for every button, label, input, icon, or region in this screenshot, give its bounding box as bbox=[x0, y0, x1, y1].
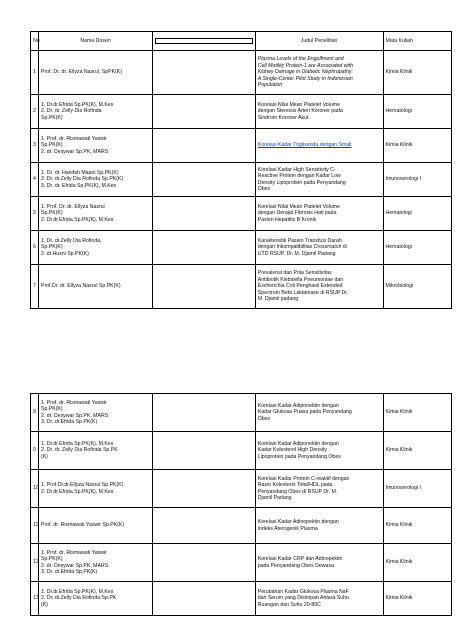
row-number: 6 bbox=[31, 231, 39, 265]
research-table-continued bbox=[30, 393, 452, 616]
research-table bbox=[30, 31, 452, 309]
mata-kuliah-cell: Kimia Klinik bbox=[383, 129, 451, 163]
mata-kuliah-cell: Kimia Klinik bbox=[383, 544, 451, 582]
row-number: 2 bbox=[31, 95, 39, 129]
judul-penelitian-cell: Korelasi Kadar Adiponektin dengan Kadar Glukosa Puasa pada Penyandang Obes bbox=[255, 394, 383, 432]
row-number: 13 bbox=[31, 582, 39, 616]
table-row bbox=[31, 129, 452, 163]
judul-penelitian-cell: Korelasi Nilai Mean Platelet Volume dengan Derajat Fibrosis Hati pada Pasien Hepatitis B Kronik bbox=[255, 197, 383, 231]
judul-penelitian-cell: Korelasi Kadar Adiponektin dengan Kadar Kolesterol High Density Lipoprotein pada Penyandang Obes bbox=[255, 432, 383, 470]
table-header-row bbox=[31, 32, 452, 51]
nama-dosen-cell: 1. Dr. dr.Zelly Dia Rofinda, Sp.PK(K) 2. dr.Husni Sp.PK(K) bbox=[38, 231, 152, 265]
row-number: 10 bbox=[31, 470, 39, 508]
header-nama-dosen: Nama Dosen bbox=[38, 32, 152, 51]
empty-cell bbox=[153, 582, 256, 616]
row-number: 12 bbox=[31, 544, 39, 582]
table-row bbox=[31, 231, 452, 265]
row-number: 5 bbox=[31, 197, 39, 231]
table-row bbox=[31, 163, 452, 197]
judul-penelitian-cell: Perubahan Kadar Glukosa Plasma NaF dan Serum yang Disimpan Antara Suhu Ruangan dan Suhu 20-80C bbox=[255, 582, 383, 616]
nama-dosen-cell: 1. Prof. dr. Rismawati Yaswir Sp.PK(K) 2. dr. Desywar Sp.PK, MARS bbox=[38, 129, 152, 163]
row-number: 11 bbox=[31, 508, 39, 544]
empty-cell bbox=[153, 508, 256, 544]
nama-dosen-cell: 1. Prof. dr. Rismawati Yaswir Sp.PK(K) 2. dr. Desywar Sp.PK, MARS 3. Dr. dr.Efrida Sp.PK(K) bbox=[38, 394, 152, 432]
empty-cell bbox=[153, 265, 256, 309]
table-row bbox=[31, 95, 452, 129]
mata-kuliah-cell: Kimia Klinik bbox=[383, 432, 451, 470]
table-row bbox=[31, 197, 452, 231]
mata-kuliah-cell: Hematologi bbox=[383, 95, 451, 129]
table-page-1 bbox=[30, 31, 452, 309]
nama-dosen-cell: 1. Prof.Dr.dr.Ellyza Nasrul Sp.PK(K) 2. Dr.dr.Efrida Sp.PK(K), M.Kes bbox=[38, 470, 152, 508]
nama-dosen-cell: 1. Dr. dr. Hanifah Maani Sp.PK(K) 2. Dr. dr.Zelly Dia Rofinda Sp.PK(K) 3. Dr. dr. Efrida Sp.PK(K), M.Kes bbox=[38, 163, 152, 197]
judul-penelitian-cell: Korelasi Kadar High Sensitivity C- Reactive Protein dengan Kadar Low Density Lipoprotein pada Penyandang Obes bbox=[255, 163, 383, 197]
mata-kuliah-cell: Kimia Klinik bbox=[383, 508, 451, 544]
table-page-2 bbox=[30, 393, 452, 616]
header-mata-kuliah: Mata Kuliah bbox=[383, 32, 451, 51]
mata-kuliah-cell: Imunoserologi I bbox=[383, 163, 451, 197]
empty-cell bbox=[153, 231, 256, 265]
empty-cell bbox=[153, 129, 256, 163]
table-row bbox=[31, 51, 452, 95]
nama-dosen-cell: 1. Dr.dr.Efrida Sp.PK(K), M.Kes 2. Dr. dr.Zelly Dia Rofinda Sp.PK (K) bbox=[38, 582, 152, 616]
nama-dosen-cell: Prof.Dr. dr. Ellyza Nasrul Sp.PK(K) bbox=[38, 265, 152, 309]
row-number: 1 bbox=[31, 51, 39, 95]
judul-penelitian-cell: Korelasi Kadar CRP dan Adinopektin pada Penyandang Obes Dewasa bbox=[255, 544, 383, 582]
empty-cell bbox=[153, 95, 256, 129]
mata-kuliah-cell: Imunoserologi I bbox=[383, 470, 451, 508]
judul-penelitian-cell: Korelasi Nilai Mean Platelet Volume dengan Stenosis Arteri Koroner pada Sindrom Koroner Akut bbox=[255, 95, 383, 129]
empty-cell bbox=[153, 544, 256, 582]
nama-dosen-cell: Prof. Dr. dr. Ellyza Nasrul, SpPK(K) bbox=[38, 51, 152, 95]
nama-dosen-cell: Prof. dr. Rismawati Yaswir Sp.PK(K) bbox=[38, 508, 152, 544]
table-row bbox=[31, 544, 452, 582]
table-row bbox=[31, 470, 452, 508]
table-row bbox=[31, 394, 452, 432]
mata-kuliah-cell: Kimia Klinik bbox=[383, 51, 451, 95]
empty-cell bbox=[153, 163, 256, 197]
judul-penelitian-cell: Prevalensi dan Pola Sensitivitas Antibiotik Klebsiella Pneumoniae dan Escherichia Coli Penghasil Extended Spectrum Beta Laktamase di RSUP Dr. M. Djamil padang bbox=[255, 265, 383, 309]
judul-penelitian-cell: Korelasi Kadar Protein C-reaktif dengan Rasio Kolesterol Total/HDL pada Penyandang Obes di RSUP Dr. M. Djamil Padang bbox=[255, 470, 383, 508]
table-row bbox=[31, 265, 452, 309]
row-number: 8 bbox=[31, 394, 39, 432]
empty-cell bbox=[153, 432, 256, 470]
row-number: 4 bbox=[31, 163, 39, 197]
judul-penelitian-cell: Karakteristik Pasien Transfusi Darah dengan Inkompatibilitas Crossmatch di UTD RSUP. Dr. M. Djamil Padang bbox=[255, 231, 383, 265]
row-number: 9 bbox=[31, 432, 39, 470]
mata-kuliah-cell: Hematologi bbox=[383, 197, 451, 231]
mata-kuliah-cell: Kimia Klinik bbox=[383, 394, 451, 432]
mata-kuliah-cell: Kimia Klinik bbox=[383, 582, 451, 616]
empty-cell bbox=[153, 394, 256, 432]
nama-dosen-cell: 1. Prof. dr. Rismawati Yaswir Sp.PK(K) 2. dr. Desywar Sp.PK, MARS 3. Dr. dr.Efrida Sp.PK(K) bbox=[38, 544, 152, 582]
mata-kuliah-cell: Hematologi bbox=[383, 231, 451, 265]
judul-penelitian-cell: Plasma Levels of the Engulfment and Cell Motility Protein-1 are Associated with Kidney Damage in Diabetic Nephropathy: A Single-Center Pilot Study in Indonesian Population bbox=[255, 51, 383, 95]
mata-kuliah-cell: Mikrobiologi bbox=[383, 265, 451, 309]
nama-dosen-cell: 1. Dr.dr.Efrida Sp.PK(K), M.Kes 2. Dr. dr. Zelly Dia Rofinda Sp.PK (K) bbox=[38, 432, 152, 470]
judul-penelitian-cell[interactable]: Korelasi Kadar Trigliserida dengan Small bbox=[255, 129, 383, 163]
header-no: No bbox=[31, 32, 39, 51]
table-row bbox=[31, 432, 452, 470]
nama-dosen-cell: 1. Dr.dr.Efrida Sp.PK(K), M.Kes 2. Dr. dr. Zelly Dia Rofinda Sp.PK(K) bbox=[38, 95, 152, 129]
table-row bbox=[31, 508, 452, 544]
empty-cell bbox=[153, 197, 256, 231]
empty-cell bbox=[153, 51, 256, 95]
nama-dosen-cell: 1. Prof. Dr. dr. Ellyza Nasrul Sp.PK(K) 2. Dr.dr.Efrida Sp.PK(K), M.Kes bbox=[38, 197, 152, 231]
judul-penelitian-cell: Korelasi Kadar Adinopektin dengan Indeks Aterogenik Plasma bbox=[255, 508, 383, 544]
empty-cell bbox=[153, 470, 256, 508]
row-number: 7 bbox=[31, 265, 39, 309]
header-gap-cell bbox=[153, 32, 256, 51]
table-row bbox=[31, 582, 452, 616]
header-judul-penelitian: Judul Penelitian bbox=[255, 32, 383, 51]
row-number: 3 bbox=[31, 129, 39, 163]
